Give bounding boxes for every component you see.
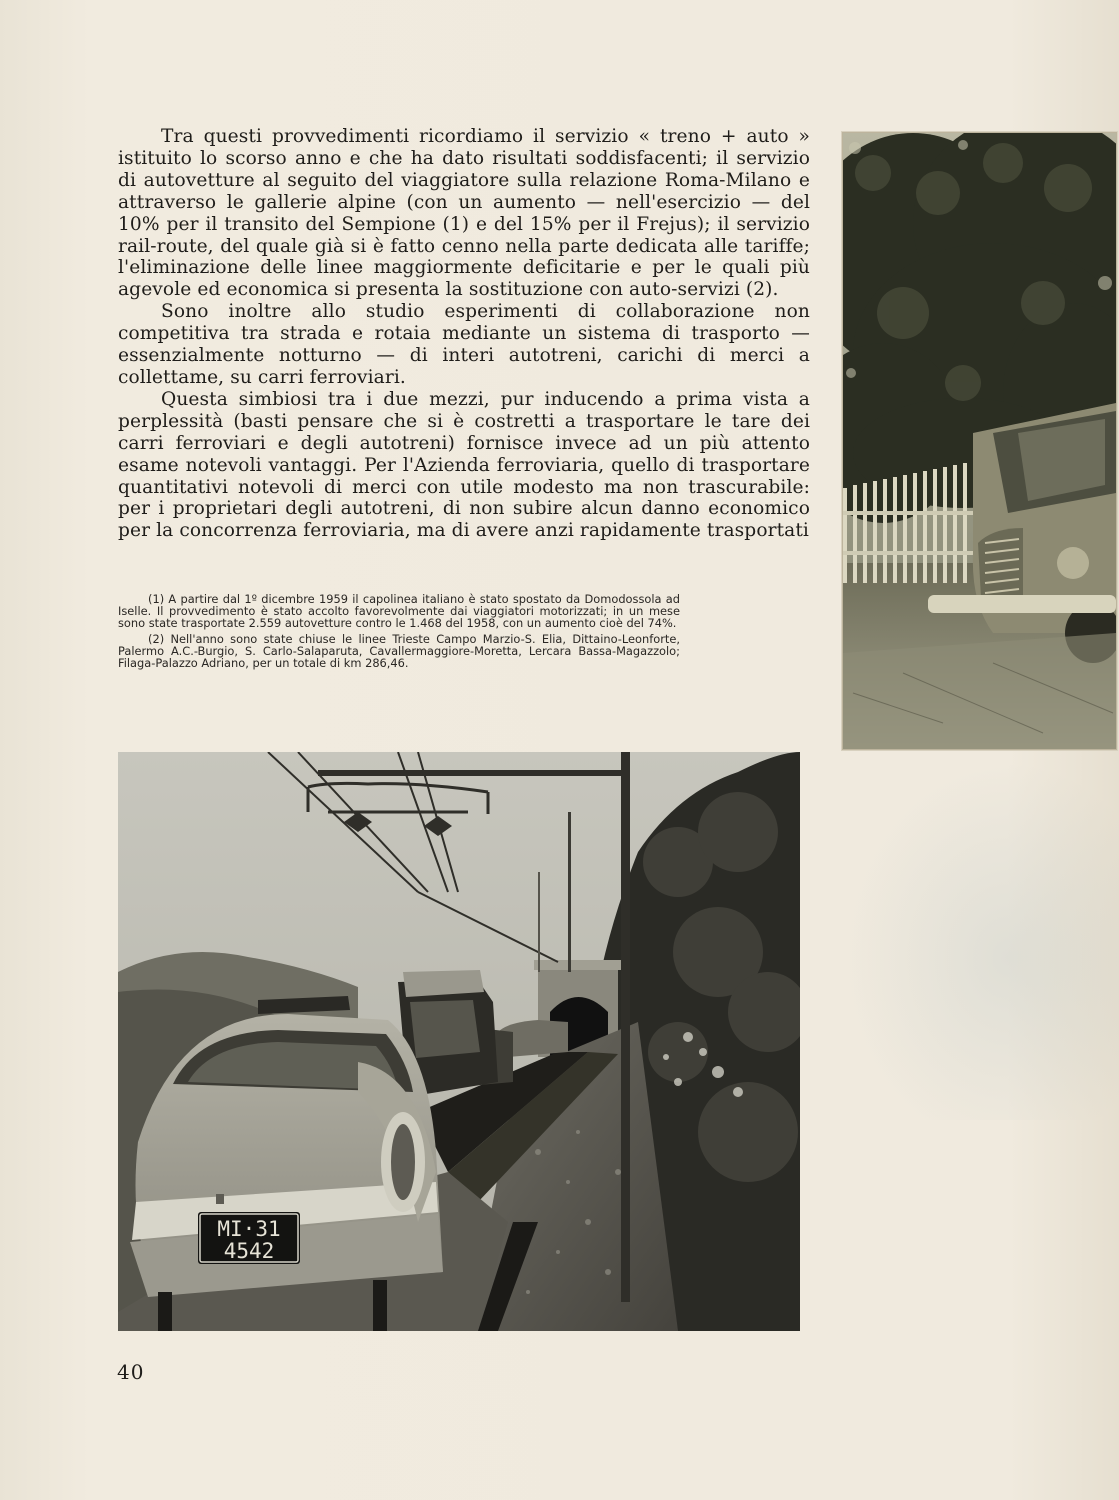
footnote-2: (2) Nell'anno sono state chiuse le linee Trieste Campo Marzio-S. Elia, Dittaino-Leonforte, Palermo A.C.-Burgio, S. Carlo-Salaparuta, Cavallermaggiore-Moretta, Lercara Bassa-Magazzolo; Filaga-Palazzo Adriano, per un totale di km 286,46. — [118, 631, 680, 670]
page-number: 40 — [117, 1360, 145, 1384]
body-text — [118, 126, 810, 542]
license-plate-line-2: 4542 — [223, 1239, 275, 1263]
footnotes — [118, 594, 680, 673]
footnote-1: (1) A partire dal 1º dicembre 1959 il capolinea italiano è stato spostato da Domodossola ad Iselle. Il provvedimento è stato accolto favorevolmente dai viaggiatori motorizzati; in un mese sono state trasportate 2.559 autovetture contro le 1.468 del 1958, con un aumento cioè del 74%. — [118, 592, 680, 630]
photo-truck-under-trees — [842, 132, 1117, 750]
paragraph-1: Tra questi provvedimenti ricordiamo il servizio « treno + auto » istituito lo scorso anno e che ha dato risultati soddisfacenti; il servizio di autovetture al seguito del viaggiatore sulla relazione Roma-Milano e attraverso le gallerie alpine (con un aumento — nell'esercizio — del 10% per il transito del Sempione (1) e del 15% per il Frejus); il servizio rail-route, del quale già si è fatto cenno nella parte dedicata alle tariffe; l'eliminazione delle linee maggiormente deficitarie e per le quali più agevole ed economica si presenta la sostituzione con auto-servizi (2). — [118, 126, 810, 301]
truck-photo-drawing — [843, 133, 1116, 749]
license-plate-line-1: MI·31 — [217, 1217, 281, 1241]
photo-cars-on-train — [118, 752, 800, 1331]
train-photo-drawing — [118, 752, 800, 1331]
paragraph-3: Questa simbiosi tra i due mezzi, pur inducendo a prima vista a perplessità (basti pensare che si è costretti a trasportare le tare dei carri ferroviari e degli autotreni) fornisce invece ad un più attento esame notevoli vantaggi. Per l'Azienda ferroviaria, quello di trasportare quantitativi notevoli di merci con utile modesto ma non trascurabile: per i proprietari degli autotreni, di non subire alcun danno economico per la concorrenza ferroviaria, ma di avere anzi rapidamente trasportati — [118, 388, 810, 542]
paragraph-2: Sono inoltre allo studio esperimenti di collaborazione non competitiva tra strada e rotaia mediante un sistema di trasporto — essenzialmente notturno — di interi autotreni, carichi di merci a collettame, su carri ferroviari. — [118, 301, 810, 388]
show-through-shadow — [842, 760, 1119, 1120]
